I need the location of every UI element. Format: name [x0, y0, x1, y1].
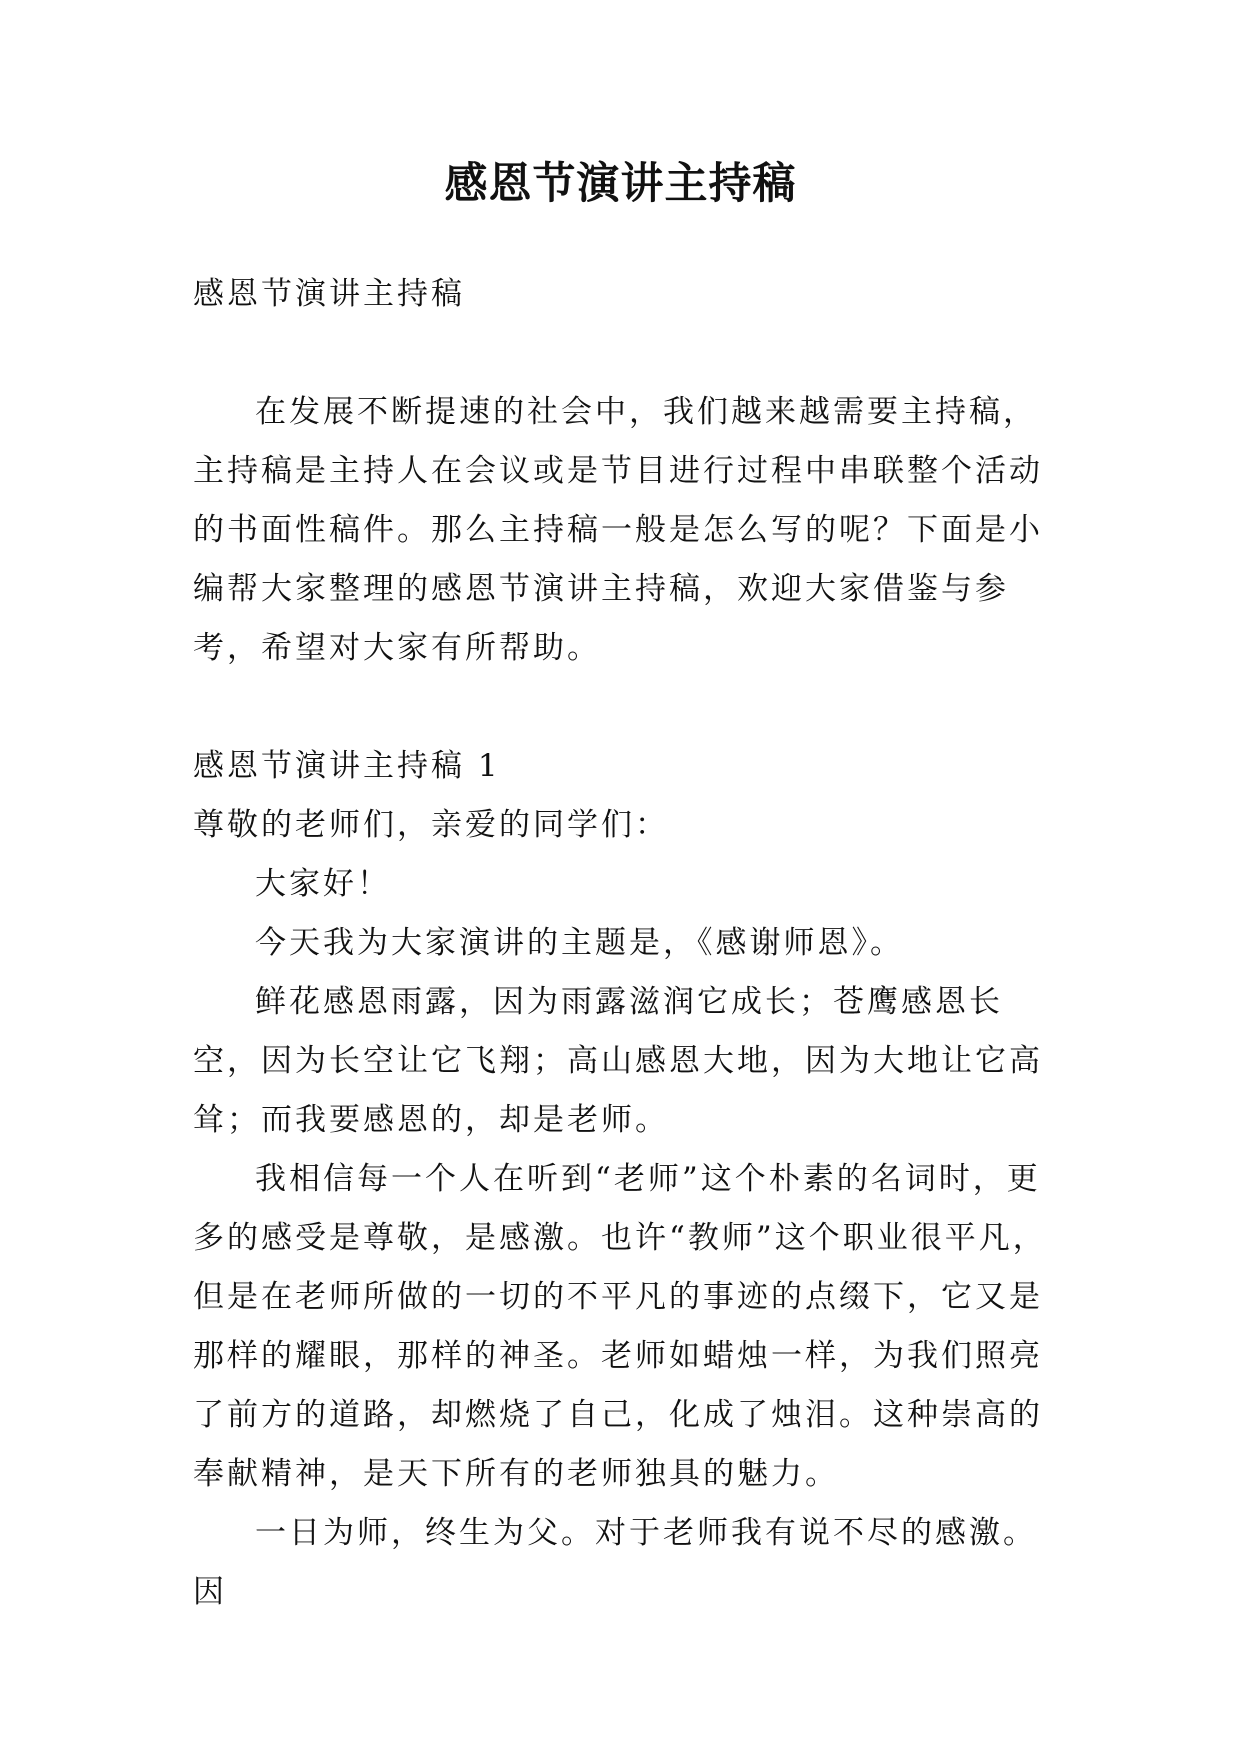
body-paragraph: 一日为师，终生为父。对于老师我有说不尽的感激。因: [193, 1515, 1037, 1610]
body-paragraph: 我相信每一个人在听到“老师”这个朴素的名词时，更多的感受是尊敬，是感激。也许“教师”这个职业很平凡，但是在老师所做的一切的不平凡的事迹的点缀下，它又是那样的耀眼，那样的神圣。老师如蜡烛一样，为我们照亮了前方的道路，却燃烧了自己，化成了烛泪。这种崇高的奉献精神，是天下所有的老师独具的魅力。: [193, 1161, 1047, 1492]
body-paragraph: 今天我为大家演讲的主题是，《感谢师恩》。: [255, 925, 904, 961]
document-body: [193, 265, 1053, 1622]
body-paragraph: 鲜花感恩雨露，因为雨露滋润它成长；苍鹰感恩长空，因为长空让它飞翔；高山感恩大地，因为大地让它高耸；而我要感恩的，却是老师。: [193, 984, 1043, 1138]
document-title: 感恩节演讲主持稿: [444, 159, 797, 209]
greeting: 大家好！: [255, 866, 391, 902]
section-heading: 感恩节演讲主持稿 1: [193, 748, 501, 784]
salutation: 尊敬的老师们，亲爱的同学们：: [193, 807, 669, 843]
intro-paragraph: 在发展不断提速的社会中，我们越来越需要主持稿，主持稿是主持人在会议或是节目进行过程中串联整个活动的书面性稿件。那么主持稿一般是怎么写的呢？下面是小编帮大家整理的感恩节演讲主持稿，欢迎大家借鉴与参考，希望对大家有所帮助。: [193, 394, 1043, 666]
document-subtitle: 感恩节演讲主持稿: [193, 276, 465, 312]
